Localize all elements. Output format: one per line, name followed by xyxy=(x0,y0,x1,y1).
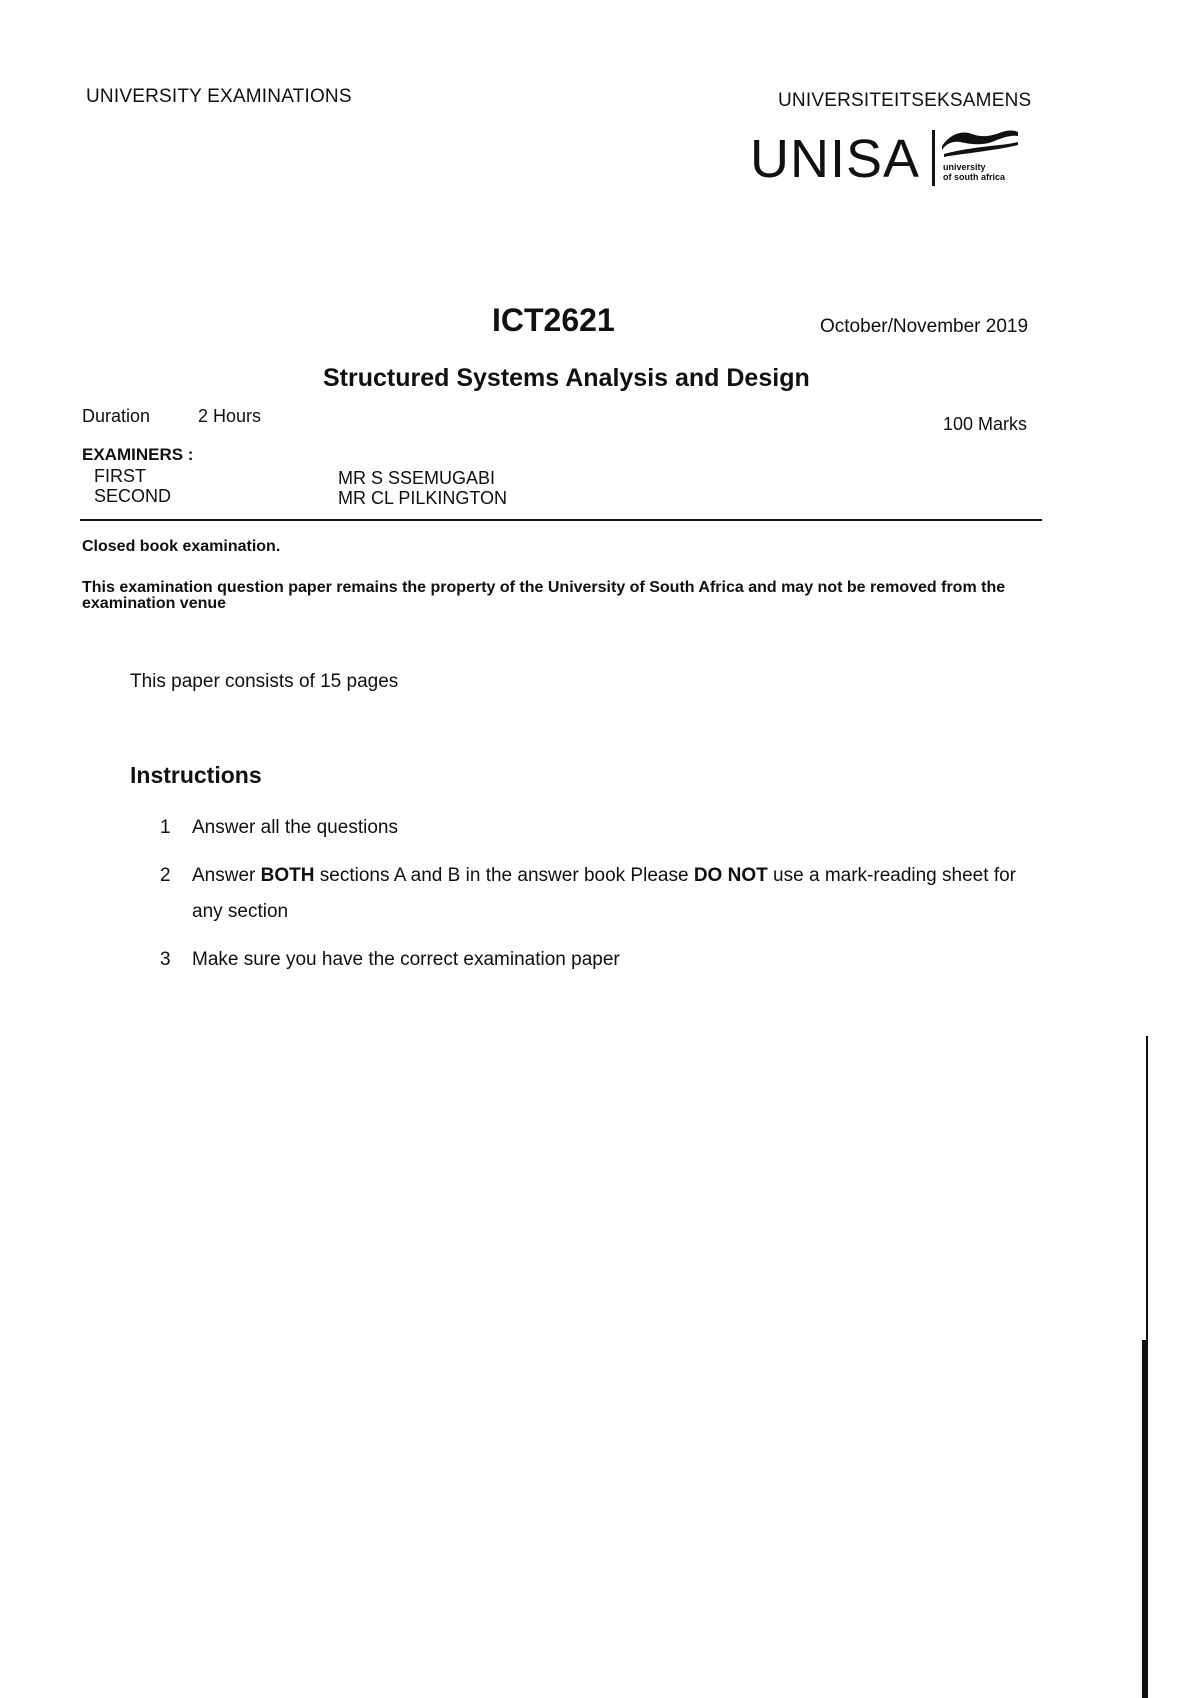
duration-label: Duration xyxy=(82,406,151,426)
item-number: 3 xyxy=(160,949,171,970)
item-text: Make sure you have the correct examination paper xyxy=(192,949,620,970)
page-count: This paper consists of 15 pages xyxy=(130,671,399,692)
first-examiner-name: MR S SSEMUGABI xyxy=(338,468,496,488)
exam-session: October/November 2019 xyxy=(820,316,1029,337)
property-notice: This examination question paper remains the property of the University of South Africa and may not be removed from the examination venue xyxy=(82,579,1006,612)
logo-wave-icon xyxy=(940,124,1020,164)
first-examiner-label: FIRST xyxy=(94,466,146,486)
logo-subtitle-line2: of south africa xyxy=(943,172,1006,182)
logo-subtitle xyxy=(943,162,1005,182)
header-afrikaans: UNIVERSITEITSEKSAMENS xyxy=(778,90,1032,111)
duration-value: 2 Hours xyxy=(198,406,262,426)
list-item xyxy=(160,942,1016,978)
item-emphasis-both: BOTH xyxy=(260,865,315,886)
logo-wordmark: UNISA xyxy=(750,129,921,189)
item-number: 2 xyxy=(160,865,171,886)
logo-subtitle-line1: university xyxy=(943,162,986,172)
item-text-mid: sections A and B in the answer book Please xyxy=(314,865,694,886)
closed-book-notice: Closed book examination. xyxy=(82,538,281,555)
instructions-list xyxy=(160,810,1016,990)
list-item xyxy=(160,858,1016,930)
logo-divider xyxy=(932,130,935,186)
instructions-heading: Instructions xyxy=(130,762,262,788)
examiners-heading: EXAMINERS : xyxy=(82,445,194,464)
course-title: Structured Systems Analysis and Design xyxy=(323,364,810,392)
second-examiner-name: MR CL PILKINGTON xyxy=(338,488,508,508)
list-item xyxy=(160,810,1016,846)
second-examiner-label: SECOND xyxy=(94,486,172,506)
item-text-post: use a mark-reading sheet for any section xyxy=(192,865,1016,922)
header-english: UNIVERSITY EXAMINATIONS xyxy=(86,86,352,107)
total-marks: 100 Marks xyxy=(943,414,1028,434)
header-rule xyxy=(80,519,1042,521)
item-number: 1 xyxy=(160,817,171,838)
item-text xyxy=(192,858,1016,930)
course-code: ICT2621 xyxy=(492,302,615,338)
scan-margin-edge xyxy=(1142,1340,1148,1698)
item-emphasis-do-not: DO NOT xyxy=(693,865,768,886)
unisa-logo xyxy=(750,122,1030,194)
item-text-pre: Answer xyxy=(192,865,261,886)
item-text: Answer all the questions xyxy=(192,817,398,838)
